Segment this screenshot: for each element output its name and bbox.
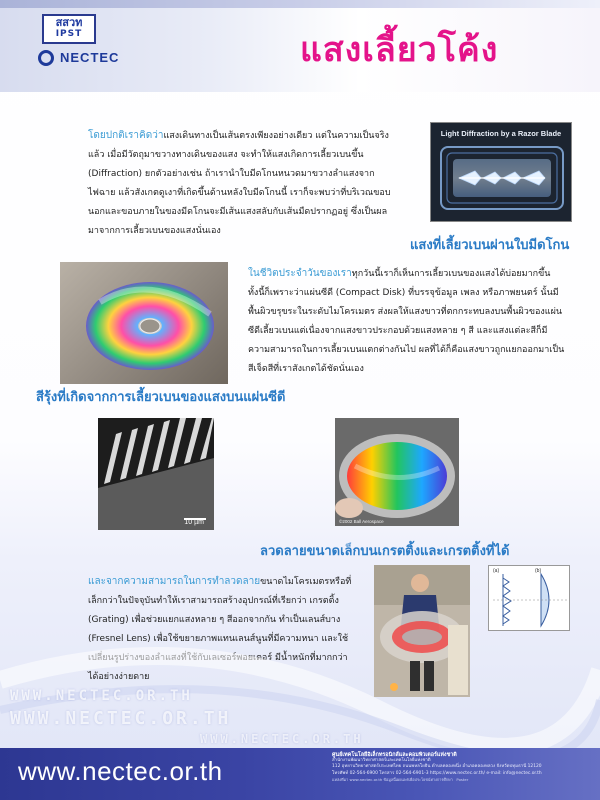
nectec-logo-text: NECTEC bbox=[60, 50, 120, 65]
footer-address: 112 อุทยานวิทยาศาสตร์ประเทศไทย ถนนพหลโยธิน ตำบลคลองหนึ่ง อำเภอคลองหลวง จังหวัดปทุมธานี 12120 bbox=[332, 764, 542, 770]
diagram-label-a: (a) bbox=[493, 568, 500, 574]
ipst-logo-thai: สสวท bbox=[55, 16, 83, 29]
grating-micrograph bbox=[98, 418, 214, 530]
footer-note bbox=[332, 777, 594, 783]
watermark-2: WWW.NECTEC.OR.TH bbox=[10, 708, 232, 729]
daily-life-text: ทุกวันนี้เราก็เห็นการเลี้ยวเบนของแสงได้บ่อยมากขึ้น ทั้งนี้ก็เพราะว่าแผ่นซีดี (Compact Disk) ที่บรรจุข้อมูล เพลง หรือภาพยนตร์ นั้นมีพื้นผิวขรุขระในระดับไมโครเมตร ส่งผลให้แสงขาวที่ตกกระทบลงบนพื้นผิวของแผ่นซีดีเลี้ยวเบนแต่เนื่องจากแสงขาวประกอบด้วยแสงหลาย ๆ สี และแสงแต่ละสีก็มีความสามารถในการเลี้ยวเบนแตกต่างกันไป ผลที่ได้ก็คือแสงขาวถูกแยกออกมาเป็นสีเจ็ดสีที่เราสังเกตได้ชัดนั่นเอง bbox=[248, 269, 565, 374]
grating-scale-label: 10 µm bbox=[184, 519, 204, 526]
microfabrication-lead: และจากความสามารถในการทำลวดลาย bbox=[88, 576, 261, 587]
watermark-1: WWW.NECTEC.OR.TH bbox=[10, 688, 193, 704]
ipst-logo bbox=[42, 14, 96, 44]
tray-photo-credit: ©2002 Ball Aerospace bbox=[339, 519, 384, 524]
footer-url[interactable]: www.nectec.or.th bbox=[18, 756, 223, 786]
razor-image-title: Light Diffraction by a Razor Blade bbox=[440, 129, 562, 138]
decorative-swirl bbox=[0, 560, 600, 760]
cd-caption: สีรุ้งที่เกิดจากการเลี้ยวเบนของแสงบนแผ่นซีดี bbox=[36, 390, 286, 405]
razor-blade-illustration bbox=[431, 123, 572, 222]
grating-structure-illustration bbox=[98, 418, 214, 530]
footer-code: Poster bbox=[456, 776, 469, 782]
footer-note-text: แหล่งที่มา www.nectec.or.th ข้อมูลนี้เผยแพร่เพื่อประโยชน์ทางการศึกษา bbox=[332, 776, 453, 782]
footer-ministry: สำนักงานพัฒนาวิทยาศาสตร์และเทคโนโลยีแห่งชาติ bbox=[332, 758, 431, 764]
header-stripe bbox=[0, 0, 600, 8]
nectec-logo-icon bbox=[38, 50, 54, 66]
footer-org: ศูนย์เทคโนโลยีอิเล็กทรอนิกส์และคอมพิวเตอร์แห่งชาติ bbox=[332, 752, 457, 758]
razor-caption: แสงที่เลี้ยวเบนผ่านใบมีดโกน bbox=[410, 238, 570, 253]
grating-caption: ลวดลายขนาดเล็กบนเกรตติ้งและเกรตติ้งที่ได้ bbox=[260, 544, 510, 559]
diagram-label-b: (b) bbox=[535, 568, 542, 574]
nectec-logo bbox=[38, 48, 128, 70]
grating-tray-illustration bbox=[335, 418, 459, 526]
intro-paragraph bbox=[88, 126, 396, 241]
footer-info bbox=[332, 752, 594, 783]
footer-contact: โทรศัพท์ 02-564-6900 โทรสาร 02-564-6901-3 https://www.nectec.or.th/ e-mail: info@nectec.or.th bbox=[332, 770, 542, 776]
daily-life-paragraph bbox=[248, 264, 566, 379]
intro-lead: โดยปกติเราคิดว่า bbox=[88, 130, 164, 141]
cd-photo bbox=[60, 262, 228, 384]
microfabrication-text: ขนาดไมโครเมตรหรือที่เล็กกว่าในปัจจุบันทำให้เราสามารถสร้างอุปกรณ์ที่เรียกว่า เกรตติ้ง (Grating) เพื่อช่วยแยกแสงหลาย ๆ สีออกจากกัน ทำเป็นเลนส์บาง (Fresnel Lens) เพื่อใช้ขยายภาพแทนเลนส์นูนที่มีความหนา และใช้เปลี่ยนรูปร่างของลำแสงที่ใช้กับเลเซอร์พอยเตอร์ มีน้ำหนักที่มากกว่าได้อย่างง่ายดาย bbox=[88, 577, 352, 682]
daily-life-lead: ในชีวิตประจำวันของเรา bbox=[248, 268, 352, 279]
page-title: แสงเลี้ยวโค้ง bbox=[300, 30, 499, 70]
ipst-logo-english: IPST bbox=[55, 29, 83, 39]
cd-illustration bbox=[60, 262, 228, 384]
watermark-3: WWW.NECTEC.OR.TH bbox=[200, 732, 364, 746]
intro-text: แสงเดินทางเป็นเส้นตรงเพียงอย่างเดียว แต่ในความเป็นจริงแล้ว เมื่อมีวัตถุมาขวางทางเดินของแสง จะทำให้แสงเกิดการเลี้ยวเบนขึ้น (Diffraction) ยกตัวอย่างเช่น ถ้าเรานำใบมีดโกนหนวดมาขวางลำแสงจากไฟฉาย แล้วสังเกตดูเงาที่เกิดขึ้นด้านหลังใบมีดโกนนี้ เราก็จะพบว่าที่บริเวณขอบนอกและขอบภายในของมีดโกนจะมีเส้นแสงสลับกับเส้นมืดปรากฏอยู่ ซึ่งเป็นผลมาจากการเลี้ยวเบนของแสงนั่นเอง bbox=[88, 131, 391, 236]
razor-diffraction-image bbox=[430, 122, 572, 222]
grating-tray-photo bbox=[335, 418, 459, 526]
